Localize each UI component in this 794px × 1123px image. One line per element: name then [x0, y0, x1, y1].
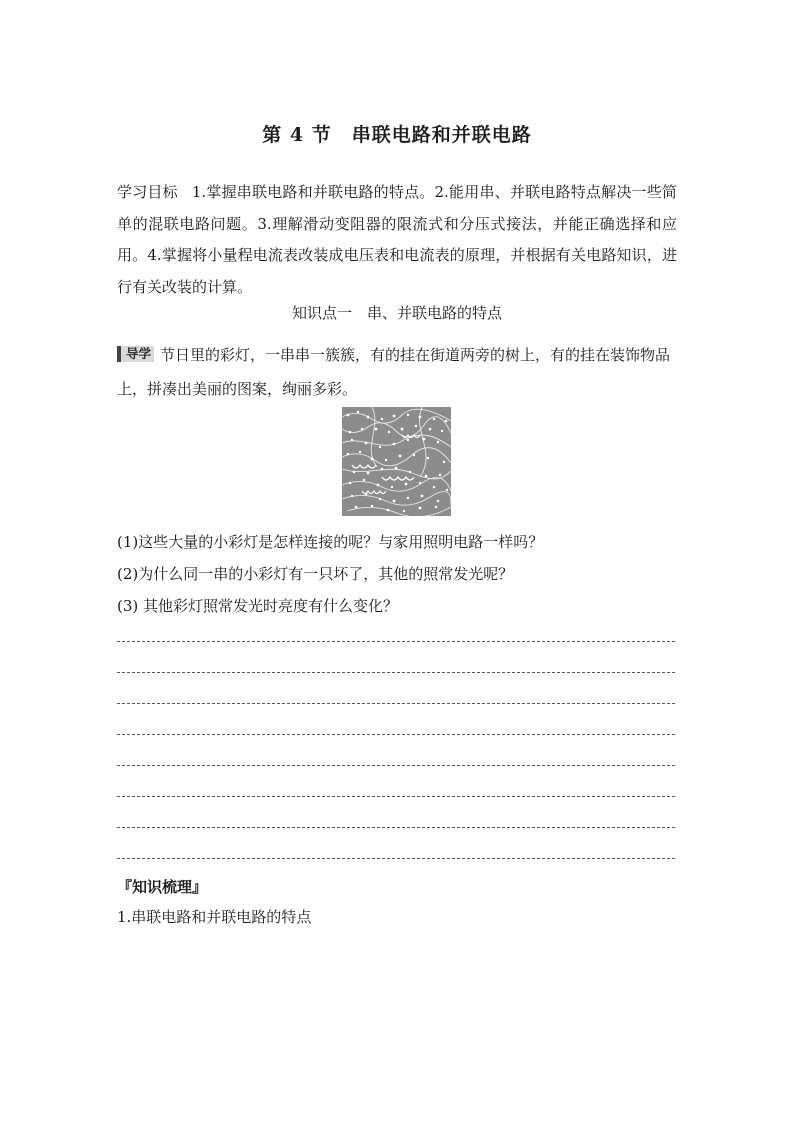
section-heading: 知识点一 串、并联电路的特点 — [291, 304, 502, 322]
answer-line — [117, 703, 675, 734]
subheading: 1.串联电路和并联电路的特点 — [117, 908, 312, 926]
answer-line — [117, 734, 675, 765]
objectives-label: 学习目标 — [117, 183, 178, 201]
objectives-text: 1.掌握串联电路和并联电路的特点。2.能用串、并联电路特点解决一些简单的混联电路问题。3.理解滑动变阻器的限流式和分压式接法，并能正确选择和应用。4.掌握将小量程电流表改装成电压表和电流表的原理，并根据有关电路知识，进行有关改装的计算。 — [117, 183, 677, 296]
question-item: (3) 其他彩灯照常发光时亮度有什么变化？ — [117, 597, 399, 615]
string-lights-image — [342, 407, 451, 516]
answer-lines — [117, 641, 675, 889]
answer-line — [117, 765, 675, 796]
question-item: (1)这些大量的小彩灯是怎样连接的呢？与家用照明电路一样吗？ — [117, 533, 544, 551]
learning-objectives — [117, 177, 677, 303]
string-lights-photo — [342, 407, 451, 516]
knowledge-heading: 『知识梳理』 — [117, 878, 208, 896]
answer-line — [117, 672, 675, 703]
answer-line — [117, 827, 675, 858]
intro-text: 节日里的彩灯，一串串一簇簇，有的挂在街道两旁的树上，有的挂在装饰物品上，拼凑出美丽的图案，绚丽多彩。 — [117, 346, 671, 398]
guiding-questions — [117, 530, 543, 626]
intro-paragraph — [117, 338, 677, 406]
page-title: 第 4 节 串联电路和并联电路 — [262, 124, 532, 146]
question-item: (2)为什么同一串的小彩灯有一只坏了，其他的照常发光呢？ — [117, 565, 514, 583]
guide-badge: 导学 — [117, 346, 154, 362]
answer-line — [117, 796, 675, 827]
answer-line — [117, 641, 675, 672]
